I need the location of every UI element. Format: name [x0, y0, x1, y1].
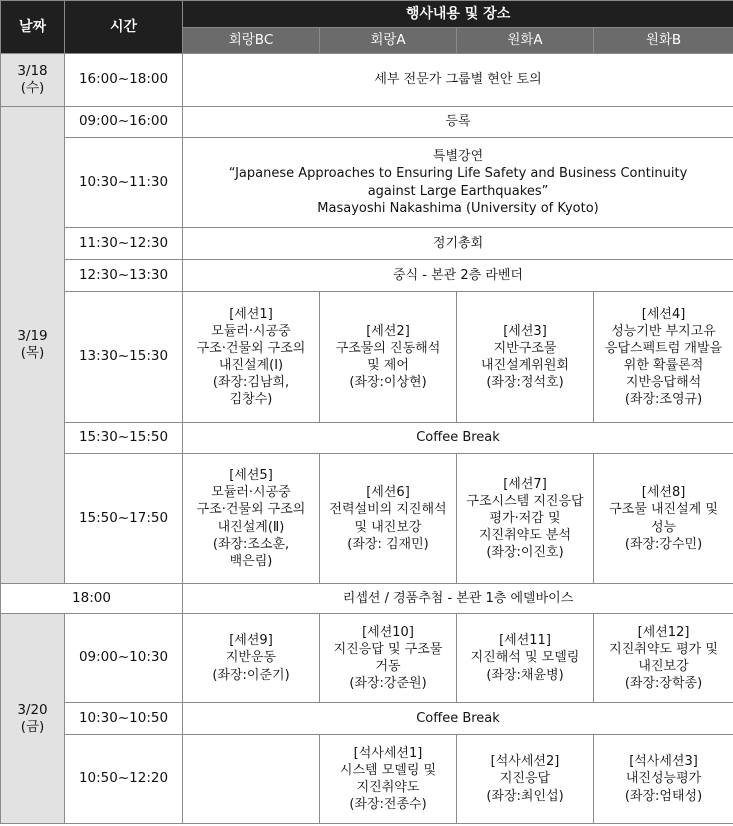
session-cell: [석사세션3] 내진성능평가 (좌장:엄태성): [594, 735, 733, 824]
lecture-title-line-1: “Japanese Approaches to Ensuring Life Safety and Business Continuity: [228, 166, 688, 182]
session-cell: [세션10] 지진응답 및 구조물 거동 (좌장:강준원): [320, 614, 457, 703]
event-cell: 중식 - 본관 2층 라벤더: [183, 260, 733, 292]
time-cell: 15:30~15:50: [65, 423, 183, 454]
header-date: 날짜: [1, 1, 65, 54]
event-cell: 세부 전문가 그룹별 현안 토의: [183, 54, 733, 107]
table-row: [1, 584, 733, 614]
session-cell: [183, 735, 320, 824]
time-cell: 10:30~10:50: [65, 703, 183, 735]
table-row: [1, 228, 733, 260]
header-venue-1: 회랑BC: [183, 28, 320, 54]
lecture-speaker: Masayoshi Nakashima (University of Kyoto): [317, 200, 599, 216]
header-venue-3: 원화A: [457, 28, 594, 54]
table-row: [1, 735, 733, 824]
lecture-title-line-2: against Large Earthquakes”: [367, 183, 549, 199]
table-header: [1, 1, 733, 54]
session-cell: [세션12] 지진취약도 평가 및 내진보강 (좌장:장학종): [594, 614, 733, 703]
session-cell: [세션4] 성능기반 부지고유 응답스펙트럼 개발을 위한 확률론적 지반응답해석 (좌장:조영규): [594, 292, 733, 423]
table-row: [1, 454, 733, 584]
event-cell: 리셉션 / 경품추첨 - 본관 1층 에델바이스: [183, 584, 733, 614]
weekday-text: (목): [20, 345, 45, 361]
session-cell: [세션1] 모듈러·시공중 구조·건물외 구조의 내진설계(I) (좌장:김남희, 김창수): [183, 292, 320, 423]
event-cell: Coffee Break: [183, 703, 733, 735]
session-cell: [세션9] 지반운동 (좌장:이준기): [183, 614, 320, 703]
event-cell: 등록: [183, 107, 733, 138]
session-cell: [세션5] 모듈러·시공중 구조·건물외 구조의 내진설계(Ⅱ) (좌장:조소훈, 백은림): [183, 454, 320, 584]
weekday-text: (수): [20, 80, 45, 96]
header-venue-4: 원화B: [594, 28, 733, 54]
time-cell: 13:30~15:30: [65, 292, 183, 423]
table-row: [1, 614, 733, 703]
session-cell: [세션2] 구조물의 진동해석 및 제어 (좌장:이상현): [320, 292, 457, 423]
time-cell: 10:30~11:30: [65, 138, 183, 228]
time-cell: 16:00~18:00: [65, 54, 183, 107]
session-cell: [석사세션1] 시스템 모델링 및 지진취약도 (좌장:전종수): [320, 735, 457, 824]
date-cell: [1, 614, 65, 824]
time-cell: 18:00: [1, 584, 183, 614]
time-cell: 10:50~12:20: [65, 735, 183, 824]
table-row: [1, 54, 733, 107]
table-row: [1, 703, 733, 735]
time-cell: 15:50~17:50: [65, 454, 183, 584]
session-cell: [세션11] 지진해석 및 모델링 (좌장:채윤병): [457, 614, 594, 703]
event-cell: Coffee Break: [183, 423, 733, 454]
table-row: [1, 107, 733, 138]
session-cell: [세션7] 구조시스템 지진응답 평가·저감 및 지진취약도 분석 (좌장:이진호): [457, 454, 594, 584]
header-time: 시간: [65, 1, 183, 54]
header-venue-2: 회랑A: [320, 28, 457, 54]
time-cell: 09:00~10:30: [65, 614, 183, 703]
table-row: [1, 292, 733, 423]
header-event: 행사내용 및 장소: [183, 1, 733, 28]
time-cell: 09:00~16:00: [65, 107, 183, 138]
table-row: [1, 260, 733, 292]
table-body: [1, 54, 733, 824]
session-cell: [세션8] 구조물 내진설계 및 성능 (좌장:강수민): [594, 454, 733, 584]
lecture-heading: 특별강연: [432, 149, 484, 165]
date-cell: [1, 54, 65, 107]
weekday-text: (금): [20, 718, 45, 735]
special-lecture-cell: [183, 138, 733, 228]
date-cell: [1, 107, 65, 584]
session-cell: [세션3] 지반구조물 내진설계위원회 (좌장:정석호): [457, 292, 594, 423]
session-cell: [세션6] 전력설비의 지진해석 및 내진보강 (좌장: 김재민): [320, 454, 457, 584]
table-row: [1, 423, 733, 454]
time-cell: 11:30~12:30: [65, 228, 183, 260]
date-text: 3/18: [17, 63, 48, 80]
table-row: [1, 138, 733, 228]
date-text: 3/20: [17, 701, 48, 718]
event-cell: 정기총회: [183, 228, 733, 260]
date-text: 3/19: [17, 328, 48, 345]
session-cell: [석사세션2] 지진응답 (좌장:최인섭): [457, 735, 594, 824]
time-cell: 12:30~13:30: [65, 260, 183, 292]
